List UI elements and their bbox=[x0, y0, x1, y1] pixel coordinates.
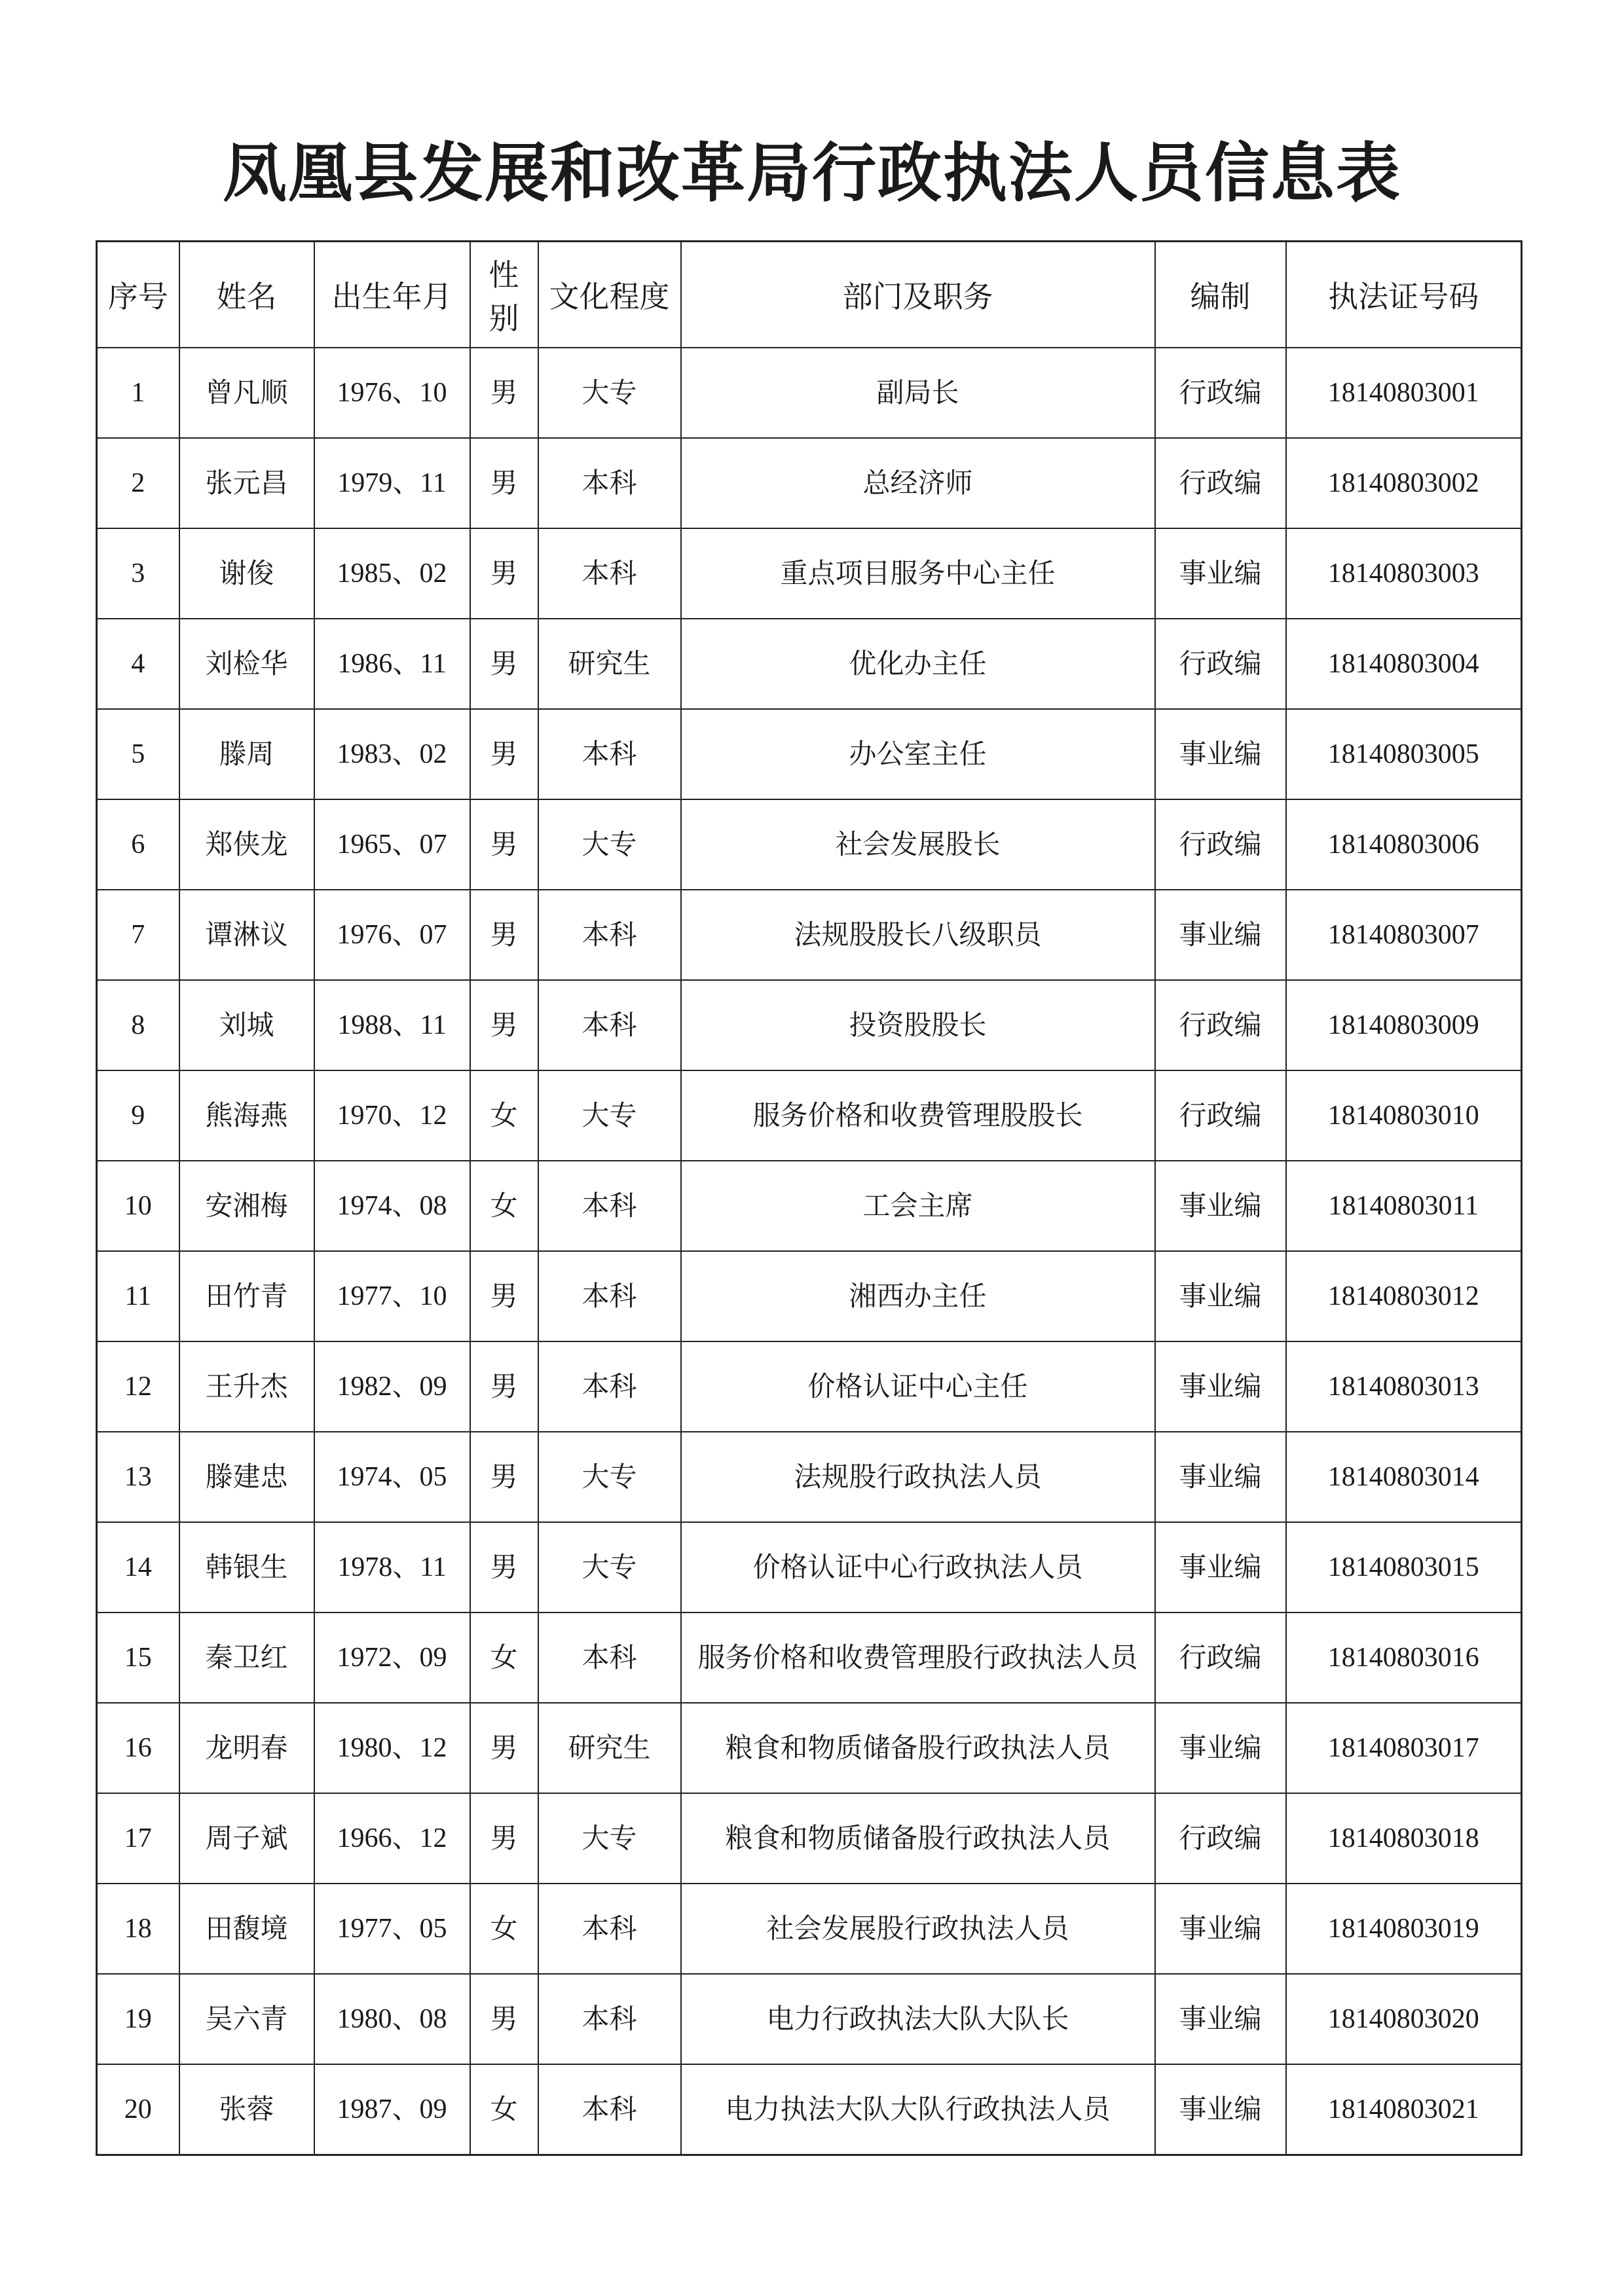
cell-license-number: 18140803011 bbox=[1286, 1161, 1522, 1251]
cell-education: 本科 bbox=[538, 1974, 681, 2064]
cell-staffing: 行政编 bbox=[1155, 1793, 1286, 1884]
cell-name: 秦卫红 bbox=[179, 1613, 314, 1703]
cell-name: 滕周 bbox=[179, 709, 314, 799]
table-row bbox=[97, 1161, 1522, 1251]
cell-department-position: 优化办主任 bbox=[681, 619, 1155, 709]
cell-staffing: 行政编 bbox=[1155, 980, 1286, 1070]
cell-index: 11 bbox=[97, 1251, 179, 1341]
cell-education: 大专 bbox=[538, 1522, 681, 1613]
cell-education: 本科 bbox=[538, 438, 681, 528]
cell-license-number: 18140803021 bbox=[1286, 2064, 1522, 2155]
cell-staffing: 行政编 bbox=[1155, 438, 1286, 528]
table-body bbox=[97, 348, 1522, 2155]
cell-name: 周子斌 bbox=[179, 1793, 314, 1884]
cell-gender: 男 bbox=[470, 348, 538, 438]
cell-education: 本科 bbox=[538, 528, 681, 619]
cell-birth: 1977、05 bbox=[314, 1884, 470, 1974]
cell-license-number: 18140803003 bbox=[1286, 528, 1522, 619]
table-row bbox=[97, 1522, 1522, 1613]
cell-index: 19 bbox=[97, 1974, 179, 2064]
header-license-number: 执法证号码 bbox=[1286, 242, 1522, 348]
cell-gender: 男 bbox=[470, 890, 538, 980]
cell-license-number: 18140803017 bbox=[1286, 1703, 1522, 1793]
table-row bbox=[97, 1884, 1522, 1974]
cell-education: 大专 bbox=[538, 1070, 681, 1161]
cell-gender: 男 bbox=[470, 1793, 538, 1884]
cell-staffing: 事业编 bbox=[1155, 1432, 1286, 1522]
cell-index: 15 bbox=[97, 1613, 179, 1703]
header-index: 序号 bbox=[97, 242, 179, 348]
cell-department-position: 电力执法大队大队行政执法人员 bbox=[681, 2064, 1155, 2155]
cell-staffing: 行政编 bbox=[1155, 348, 1286, 438]
staff-info-table bbox=[96, 240, 1522, 2156]
cell-department-position: 总经济师 bbox=[681, 438, 1155, 528]
cell-gender: 男 bbox=[470, 619, 538, 709]
cell-gender: 男 bbox=[470, 1432, 538, 1522]
header-gender: 性别 bbox=[470, 242, 538, 348]
cell-name: 刘检华 bbox=[179, 619, 314, 709]
cell-name: 郑侠龙 bbox=[179, 799, 314, 890]
cell-department-position: 社会发展股行政执法人员 bbox=[681, 1884, 1155, 1974]
cell-index: 17 bbox=[97, 1793, 179, 1884]
table-row bbox=[97, 1070, 1522, 1161]
cell-department-position: 价格认证中心主任 bbox=[681, 1341, 1155, 1432]
cell-education: 本科 bbox=[538, 1341, 681, 1432]
cell-name: 安湘梅 bbox=[179, 1161, 314, 1251]
cell-name: 王升杰 bbox=[179, 1341, 314, 1432]
cell-education: 大专 bbox=[538, 1793, 681, 1884]
cell-license-number: 18140803009 bbox=[1286, 980, 1522, 1070]
cell-department-position: 副局长 bbox=[681, 348, 1155, 438]
cell-index: 1 bbox=[97, 348, 179, 438]
cell-education: 本科 bbox=[538, 1161, 681, 1251]
cell-birth: 1972、09 bbox=[314, 1613, 470, 1703]
cell-license-number: 18140803015 bbox=[1286, 1522, 1522, 1613]
cell-birth: 1988、11 bbox=[314, 980, 470, 1070]
table-row bbox=[97, 528, 1522, 619]
cell-index: 7 bbox=[97, 890, 179, 980]
table-row bbox=[97, 1793, 1522, 1884]
cell-name: 滕建忠 bbox=[179, 1432, 314, 1522]
cell-department-position: 重点项目服务中心主任 bbox=[681, 528, 1155, 619]
cell-birth: 1976、07 bbox=[314, 890, 470, 980]
cell-education: 研究生 bbox=[538, 1703, 681, 1793]
cell-department-position: 投资股股长 bbox=[681, 980, 1155, 1070]
table-row bbox=[97, 1974, 1522, 2064]
cell-index: 5 bbox=[97, 709, 179, 799]
cell-index: 20 bbox=[97, 2064, 179, 2155]
cell-education: 本科 bbox=[538, 1884, 681, 1974]
cell-education: 本科 bbox=[538, 1251, 681, 1341]
cell-gender: 男 bbox=[470, 1703, 538, 1793]
cell-staffing: 行政编 bbox=[1155, 1070, 1286, 1161]
table-row bbox=[97, 709, 1522, 799]
cell-license-number: 18140803018 bbox=[1286, 1793, 1522, 1884]
cell-name: 田竹青 bbox=[179, 1251, 314, 1341]
cell-birth: 1987、09 bbox=[314, 2064, 470, 2155]
cell-index: 12 bbox=[97, 1341, 179, 1432]
header-education: 文化程度 bbox=[538, 242, 681, 348]
cell-birth: 1974、08 bbox=[314, 1161, 470, 1251]
table-row bbox=[97, 2064, 1522, 2155]
table-row bbox=[97, 1432, 1522, 1522]
cell-index: 6 bbox=[97, 799, 179, 890]
cell-license-number: 18140803013 bbox=[1286, 1341, 1522, 1432]
cell-license-number: 18140803005 bbox=[1286, 709, 1522, 799]
cell-staffing: 事业编 bbox=[1155, 528, 1286, 619]
table-row bbox=[97, 438, 1522, 528]
cell-name: 熊海燕 bbox=[179, 1070, 314, 1161]
table-row bbox=[97, 1613, 1522, 1703]
cell-index: 13 bbox=[97, 1432, 179, 1522]
cell-birth: 1982、09 bbox=[314, 1341, 470, 1432]
cell-index: 9 bbox=[97, 1070, 179, 1161]
cell-name: 张蓉 bbox=[179, 2064, 314, 2155]
cell-department-position: 服务价格和收费管理股行政执法人员 bbox=[681, 1613, 1155, 1703]
cell-gender: 男 bbox=[470, 438, 538, 528]
cell-birth: 1979、11 bbox=[314, 438, 470, 528]
cell-name: 曾凡顺 bbox=[179, 348, 314, 438]
cell-index: 4 bbox=[97, 619, 179, 709]
cell-index: 16 bbox=[97, 1703, 179, 1793]
table-row bbox=[97, 1251, 1522, 1341]
cell-gender: 女 bbox=[470, 2064, 538, 2155]
cell-education: 大专 bbox=[538, 348, 681, 438]
cell-department-position: 湘西办主任 bbox=[681, 1251, 1155, 1341]
cell-gender: 男 bbox=[470, 709, 538, 799]
cell-birth: 1976、10 bbox=[314, 348, 470, 438]
cell-birth: 1966、12 bbox=[314, 1793, 470, 1884]
cell-staffing: 事业编 bbox=[1155, 1341, 1286, 1432]
cell-index: 8 bbox=[97, 980, 179, 1070]
cell-license-number: 18140803016 bbox=[1286, 1613, 1522, 1703]
cell-birth: 1977、10 bbox=[314, 1251, 470, 1341]
cell-staffing: 事业编 bbox=[1155, 1161, 1286, 1251]
cell-name: 谢俊 bbox=[179, 528, 314, 619]
cell-name: 吴六青 bbox=[179, 1974, 314, 2064]
cell-index: 10 bbox=[97, 1161, 179, 1251]
cell-name: 张元昌 bbox=[179, 438, 314, 528]
cell-staffing: 事业编 bbox=[1155, 1884, 1286, 1974]
cell-education: 大专 bbox=[538, 799, 681, 890]
cell-education: 本科 bbox=[538, 709, 681, 799]
cell-license-number: 18140803014 bbox=[1286, 1432, 1522, 1522]
table-row bbox=[97, 799, 1522, 890]
header-staffing: 编制 bbox=[1155, 242, 1286, 348]
cell-birth: 1974、05 bbox=[314, 1432, 470, 1522]
cell-license-number: 18140803004 bbox=[1286, 619, 1522, 709]
cell-gender: 女 bbox=[470, 1070, 538, 1161]
table-row bbox=[97, 980, 1522, 1070]
cell-gender: 男 bbox=[470, 1522, 538, 1613]
cell-education: 本科 bbox=[538, 1613, 681, 1703]
cell-department-position: 法规股行政执法人员 bbox=[681, 1432, 1155, 1522]
cell-staffing: 事业编 bbox=[1155, 1522, 1286, 1613]
cell-gender: 男 bbox=[470, 1251, 538, 1341]
cell-staffing: 行政编 bbox=[1155, 619, 1286, 709]
cell-education: 研究生 bbox=[538, 619, 681, 709]
cell-birth: 1985、02 bbox=[314, 528, 470, 619]
cell-license-number: 18140803012 bbox=[1286, 1251, 1522, 1341]
cell-department-position: 粮食和物质储备股行政执法人员 bbox=[681, 1793, 1155, 1884]
page-title: 凤凰县发展和改革局行政执法人员信息表 bbox=[222, 136, 1401, 211]
cell-birth: 1983、02 bbox=[314, 709, 470, 799]
cell-gender: 男 bbox=[470, 528, 538, 619]
cell-department-position: 粮食和物质储备股行政执法人员 bbox=[681, 1703, 1155, 1793]
cell-license-number: 18140803002 bbox=[1286, 438, 1522, 528]
table-header-row bbox=[97, 242, 1522, 348]
cell-name: 谭淋议 bbox=[179, 890, 314, 980]
cell-education: 本科 bbox=[538, 980, 681, 1070]
cell-staffing: 事业编 bbox=[1155, 1703, 1286, 1793]
cell-birth: 1978、11 bbox=[314, 1522, 470, 1613]
cell-department-position: 电力行政执法大队大队长 bbox=[681, 1974, 1155, 2064]
cell-education: 大专 bbox=[538, 1432, 681, 1522]
cell-staffing: 事业编 bbox=[1155, 1251, 1286, 1341]
cell-gender: 女 bbox=[470, 1884, 538, 1974]
cell-index: 3 bbox=[97, 528, 179, 619]
header-birth: 出生年月 bbox=[314, 242, 470, 348]
cell-license-number: 18140803019 bbox=[1286, 1884, 1522, 1974]
cell-department-position: 社会发展股长 bbox=[681, 799, 1155, 890]
cell-department-position: 工会主席 bbox=[681, 1161, 1155, 1251]
cell-birth: 1986、11 bbox=[314, 619, 470, 709]
cell-education: 本科 bbox=[538, 2064, 681, 2155]
cell-department-position: 价格认证中心行政执法人员 bbox=[681, 1522, 1155, 1613]
cell-staffing: 事业编 bbox=[1155, 890, 1286, 980]
header-department-position: 部门及职务 bbox=[681, 242, 1155, 348]
cell-birth: 1970、12 bbox=[314, 1070, 470, 1161]
cell-staffing: 事业编 bbox=[1155, 709, 1286, 799]
cell-staffing: 事业编 bbox=[1155, 2064, 1286, 2155]
header-name: 姓名 bbox=[179, 242, 314, 348]
table-row bbox=[97, 890, 1522, 980]
cell-index: 18 bbox=[97, 1884, 179, 1974]
cell-education: 本科 bbox=[538, 890, 681, 980]
table-row bbox=[97, 1703, 1522, 1793]
cell-name: 田馥境 bbox=[179, 1884, 314, 1974]
cell-index: 2 bbox=[97, 438, 179, 528]
cell-gender: 女 bbox=[470, 1161, 538, 1251]
cell-gender: 男 bbox=[470, 1974, 538, 2064]
cell-gender: 女 bbox=[470, 1613, 538, 1703]
cell-department-position: 办公室主任 bbox=[681, 709, 1155, 799]
cell-index: 14 bbox=[97, 1522, 179, 1613]
cell-license-number: 18140803001 bbox=[1286, 348, 1522, 438]
cell-gender: 男 bbox=[470, 980, 538, 1070]
cell-department-position: 服务价格和收费管理股股长 bbox=[681, 1070, 1155, 1161]
cell-birth: 1980、12 bbox=[314, 1703, 470, 1793]
cell-name: 刘城 bbox=[179, 980, 314, 1070]
cell-staffing: 事业编 bbox=[1155, 1974, 1286, 2064]
table-row bbox=[97, 619, 1522, 709]
cell-birth: 1980、08 bbox=[314, 1974, 470, 2064]
cell-license-number: 18140803007 bbox=[1286, 890, 1522, 980]
cell-staffing: 行政编 bbox=[1155, 799, 1286, 890]
cell-staffing: 行政编 bbox=[1155, 1613, 1286, 1703]
cell-license-number: 18140803010 bbox=[1286, 1070, 1522, 1161]
cell-license-number: 18140803006 bbox=[1286, 799, 1522, 890]
cell-department-position: 法规股股长八级职员 bbox=[681, 890, 1155, 980]
cell-name: 韩银生 bbox=[179, 1522, 314, 1613]
cell-name: 龙明春 bbox=[179, 1703, 314, 1793]
cell-gender: 男 bbox=[470, 1341, 538, 1432]
cell-license-number: 18140803020 bbox=[1286, 1974, 1522, 2064]
table-row bbox=[97, 348, 1522, 438]
cell-birth: 1965、07 bbox=[314, 799, 470, 890]
table-row bbox=[97, 1341, 1522, 1432]
cell-gender: 男 bbox=[470, 799, 538, 890]
